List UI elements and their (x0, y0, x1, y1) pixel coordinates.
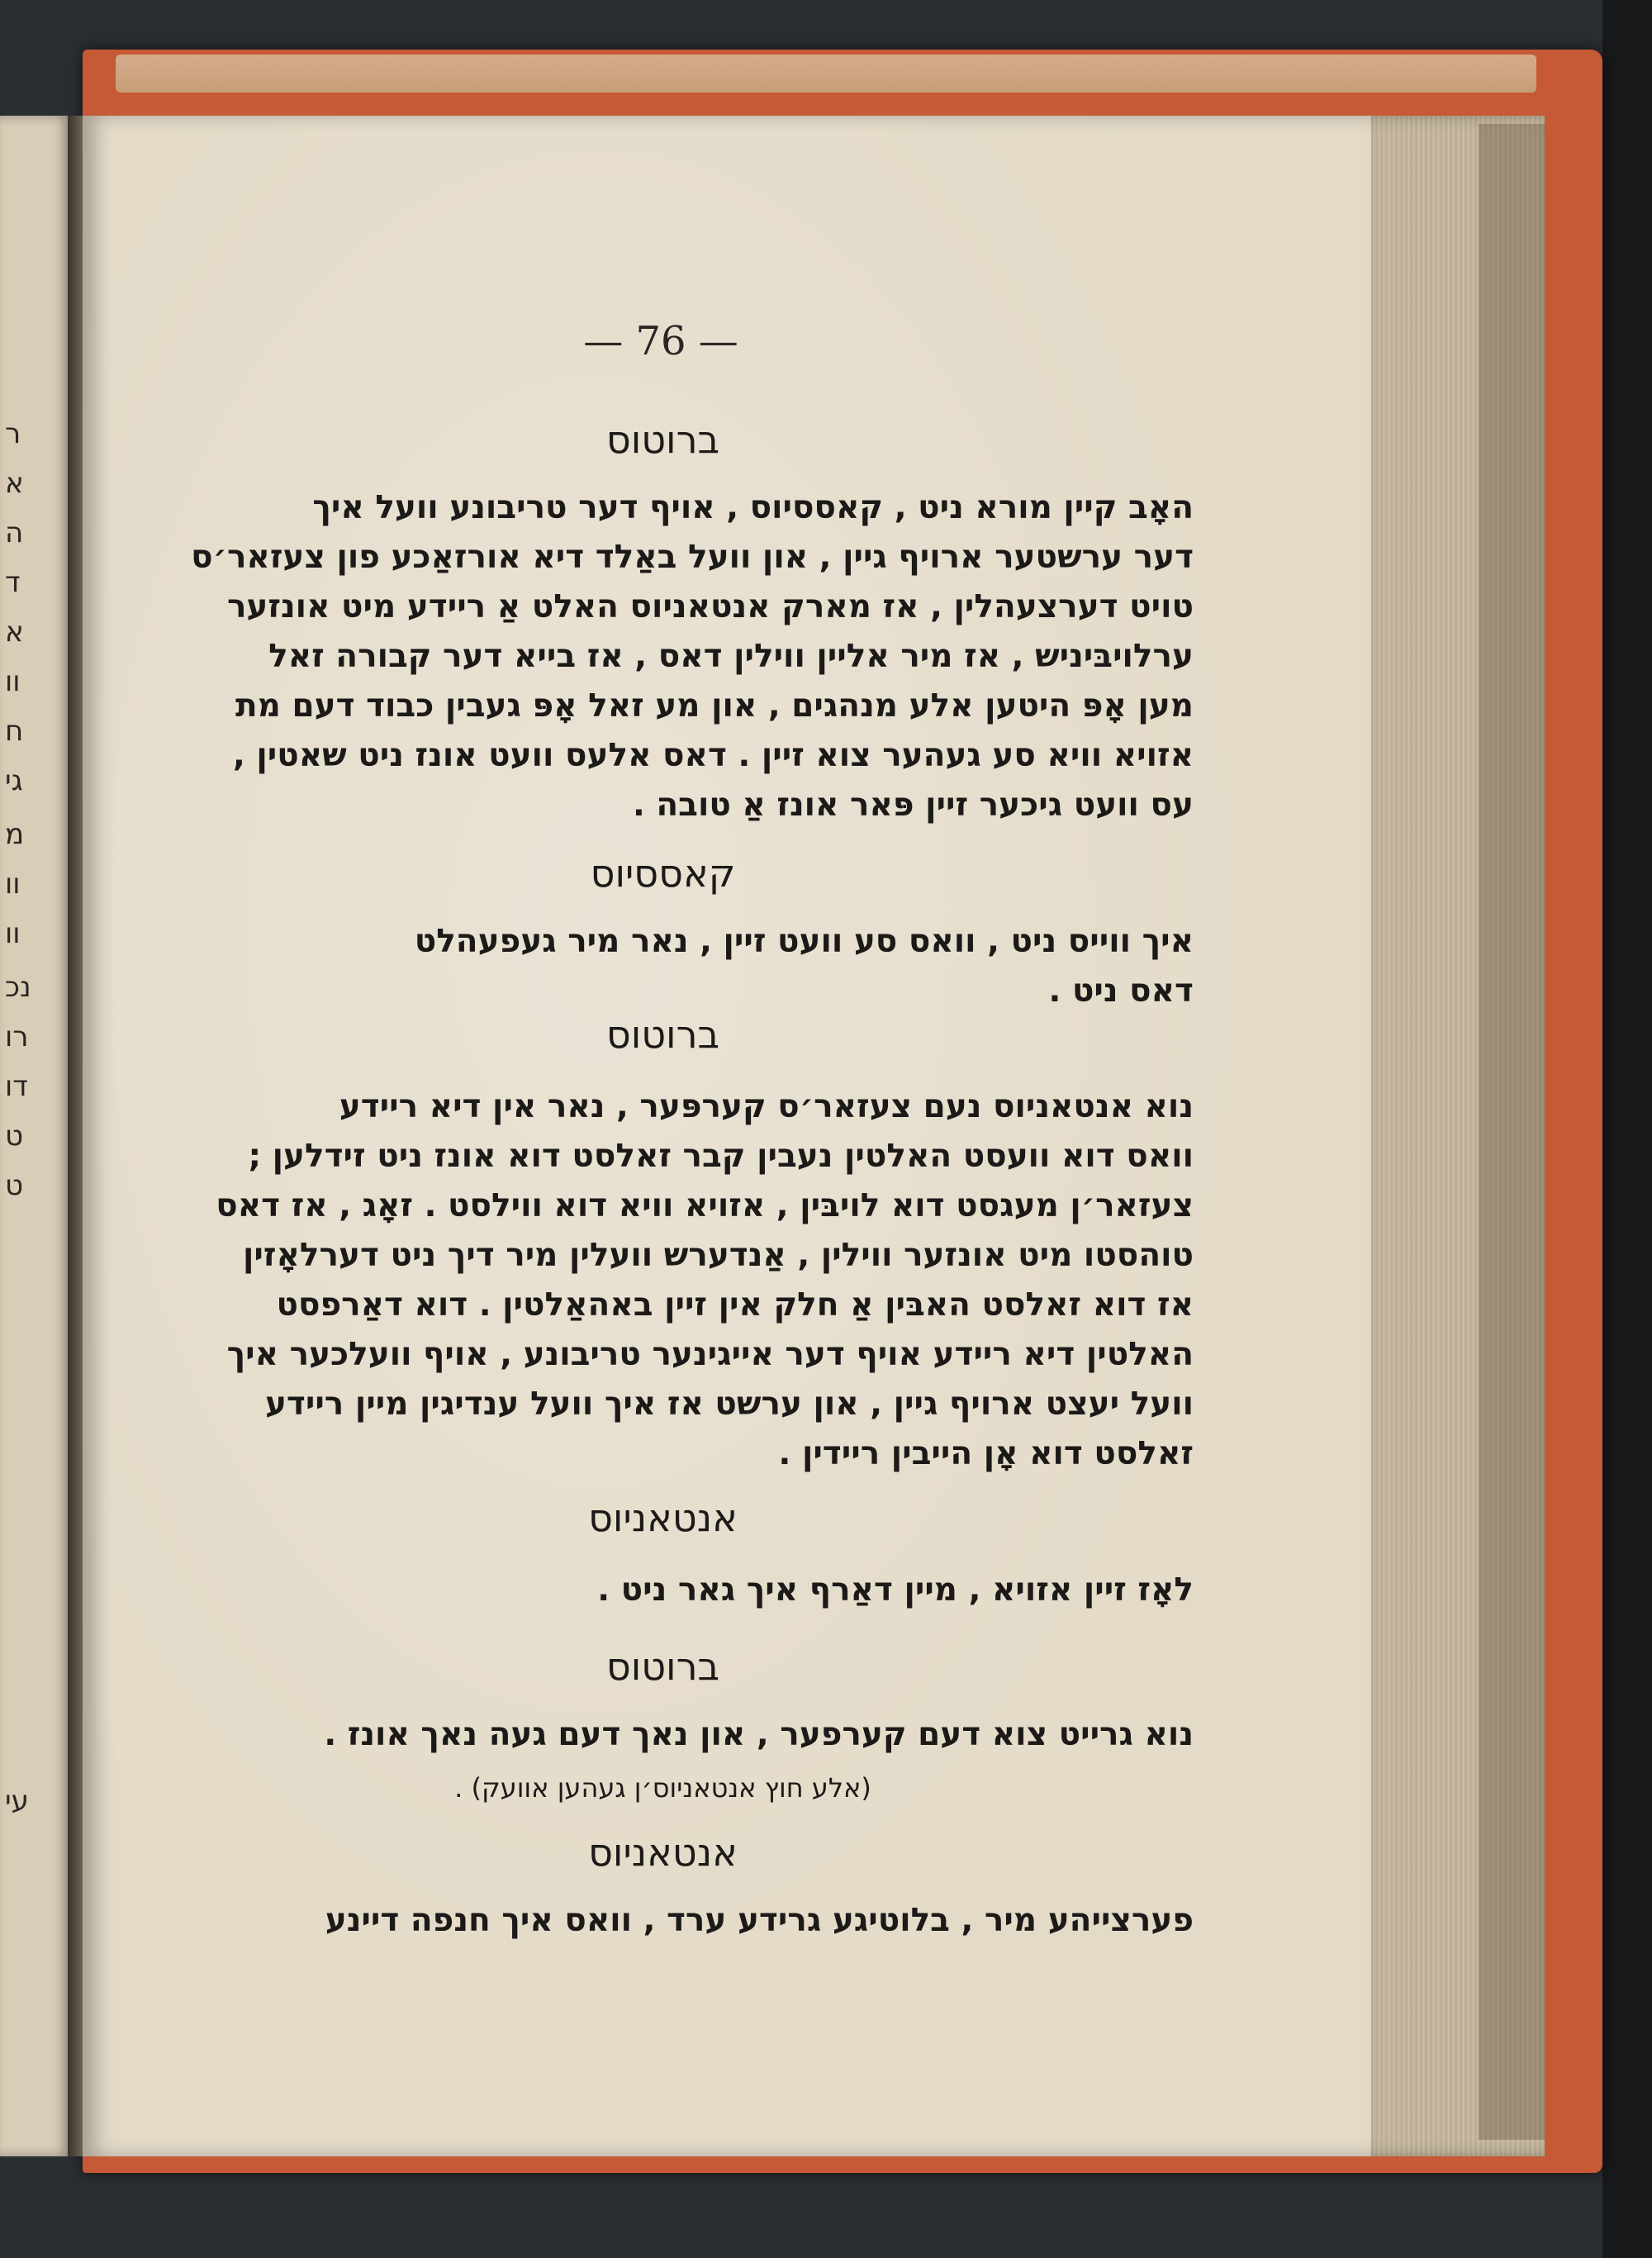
left-page-char: ט (5, 1119, 24, 1153)
speaker-name: ברוטוס (605, 1644, 720, 1689)
speech-line: ערלויבּיניש , אז מיר אליין ווילין דאס , אז בייא דער קבורה זאל (268, 638, 1194, 675)
left-page-char: וו (5, 917, 21, 950)
speech-paragraph (132, 483, 1194, 830)
speech-line: וועל יעצט ארויף גיין , און ערשט אז איך וועל ענדיגין מיין ריידע (264, 1386, 1194, 1423)
left-page-char: א (5, 616, 24, 649)
left-page-char: וו (5, 665, 21, 698)
backdrop (1602, 0, 1652, 2258)
left-page (0, 116, 70, 2156)
left-page-char: וו (5, 868, 21, 901)
speech-line: דאס ניט . (1048, 972, 1194, 1010)
page-number: — 76 — (583, 318, 738, 364)
page-edges-shadow (1479, 124, 1545, 2140)
speech-line: פערצייהע מיר , בלוטיגע גרידע ערד , וואס איך חנפה דיינע (325, 1902, 1194, 1939)
left-page-char: ד (5, 566, 21, 599)
stage-direction: (אלע חוץ אנטאניוס׳ן געהען אוועק) . (454, 1772, 871, 1804)
left-page-char: ט (5, 1169, 24, 1202)
speech-paragraph (132, 1710, 1194, 1760)
left-page-char: רו (5, 1020, 29, 1053)
speech-line: איך ווייס ניט , וואס סע וועט זיין , נאר מיר געפעהלט (414, 923, 1194, 960)
left-page-char: מ (5, 818, 25, 851)
speech-line: צעזאר׳ן מעגסט דוא לויבּין , אזויא וויא דוא ווילסט . זאָג , אז דאס (216, 1187, 1194, 1224)
left-page-char: ח (5, 715, 24, 748)
speech-line: נוא גרייט צוא דעם קערפער , און נאך דעם געה נאך אונז . (324, 1716, 1194, 1753)
speech-paragraph (132, 917, 1194, 1016)
speech-paragraph (132, 1896, 1194, 1946)
left-page-char: עי (5, 1785, 29, 1818)
speaker-name: אנטאניוס (588, 1495, 738, 1540)
speech-line: לאָז זיין אזויא , מיין דאַרף איך גאר ניט . (597, 1571, 1194, 1609)
speech-line: זאלסט דוא אָן הייבין ריידין . (778, 1435, 1194, 1472)
speech-line: טוהסטו מיט אונזער ווילין , אַנדערש וועלין מיר דיך ניט דערלאָזין (243, 1237, 1194, 1274)
left-page-char: דו (5, 1070, 28, 1103)
speech-line: אזויא וויא סע געהער צוא זיין . דאס אלעס וועט אונז ניט שאטין , (233, 737, 1194, 774)
speech-line: עס וועט גיכער זיין פּאר אונז אַ טובה . (632, 787, 1194, 824)
speech-line: מען אָפּ היטען אלע מנהגים , און מע זאל אָפּ געבין כבוד דעם מת (235, 687, 1194, 725)
speaker-name: אנטאניוס (588, 1830, 738, 1875)
speech-line: וואס דוא וועסט האלטין נעבין קבר זאלסט דוא אונז ניט זידלען ; (248, 1138, 1194, 1175)
speaker-name: ברוטוס (605, 417, 720, 462)
speech-paragraph (132, 1566, 1194, 1615)
speech-line: אז דוא זאלסט האבּין אַ חלק אין זיין באהאַלטין . דוא דאַרפסט (276, 1286, 1194, 1324)
speech-paragraph (132, 1082, 1194, 1479)
speech-line: טויט דערצעהלין , אז מארק אנטאניוס האלט אַ ריידע מיט אונזער (226, 588, 1194, 625)
left-page-char: ה (5, 516, 24, 549)
speech-line: דער ערשטער ארויף גיין , און וועל באַלד דיא אורזאַכע פון צעזאר׳ס (191, 539, 1194, 576)
left-page-char: גי (5, 764, 23, 797)
left-page-char: נכ (5, 971, 31, 1004)
speaker-name: ברוטוס (605, 1012, 720, 1057)
speech-line: האָב קיין מורא ניט , קאססיוס , אויף דער טריבונע וועל איך (312, 489, 1194, 526)
left-page-char: ר (5, 417, 21, 450)
left-page-char: א (5, 467, 24, 500)
speech-line: נוא אנטאניוס נעם צעזאר׳ס קערפּער , נאר אין דיא ריידע (339, 1088, 1194, 1125)
cover-wear (116, 55, 1536, 93)
speaker-name: קאססיוס (590, 851, 736, 896)
speech-line: האלטין דיא ריידע אויף דער אייגינער טריבונע , אויף וועלכער איך (226, 1336, 1194, 1373)
